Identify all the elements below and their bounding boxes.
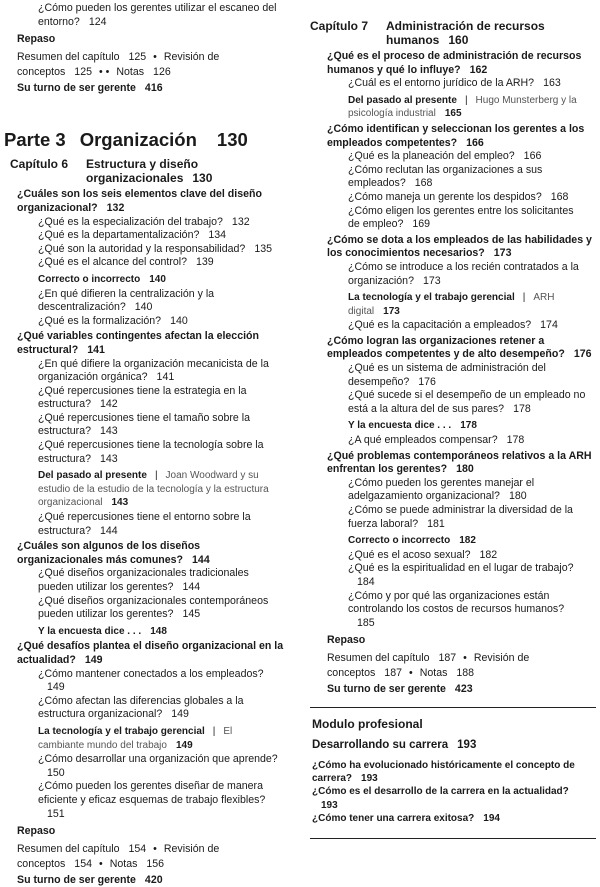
module-contents — [300, 759, 600, 826]
feature-label: Del pasado al presente — [38, 470, 147, 482]
subsection-entry-text: ¿Qué es la planeación del empleo? — [348, 150, 515, 163]
subsection-entry-page: 139 — [196, 256, 214, 269]
feature-title: El cambiante mundo del trabajo — [38, 725, 233, 751]
divider — [310, 707, 596, 708]
subsection-entry-text: ¿Qué es un sistema de administración del desempeño? — [348, 362, 546, 388]
bullet-separator: • — [153, 842, 157, 855]
subsection-entry-page: 149 — [171, 708, 189, 721]
subsection-entry-text: ¿Cómo se introduce a los recién contratados a la organización? — [348, 260, 579, 287]
feature-title: Joan Woodward y su estudio de la estudio de la tecnología y la estructura organizacional — [38, 470, 269, 509]
subsection-entry — [0, 695, 278, 722]
subsection-entry-text: ¿Qué sucede si el desempeño de un empleado no está a la altura del de sus pares? — [348, 389, 586, 415]
module-question-text: ¿Cómo es el desarrollo de la carrera en la actualidad? — [312, 786, 569, 798]
subsection-entry — [300, 150, 588, 164]
subsection-entry — [300, 389, 588, 416]
feature-page: 178 — [460, 420, 477, 432]
manager-turn-entry-text: Su turno de ser gerente — [17, 81, 136, 94]
subsection-entry — [0, 412, 278, 439]
module-question — [300, 785, 577, 812]
subsection-entry — [300, 477, 588, 504]
subsection-entry-text: ¿Qué diseños organizacionales tradicionales pueden utilizar los gerentes? — [38, 567, 249, 593]
subsection-entry-text: ¿Cómo pueden los gerentes manejar el adelgazamiento organizacional? — [348, 476, 535, 503]
manager-turn-entry — [300, 683, 600, 697]
subsection-entry — [300, 434, 588, 448]
subsection-entry-text: ¿Cómo afectan las diferencias globales a la estructura organizacional? — [38, 694, 244, 721]
subsection-entry-text: ¿Qué diseños organizacionales contemporáneos pueden utilizar los gerentes? — [38, 594, 269, 621]
subsection-entry-page: 163 — [543, 77, 561, 90]
feature-page: 148 — [150, 625, 167, 637]
subsection-entry-text: ¿Qué es la formalización? — [38, 314, 162, 327]
section-question — [300, 234, 592, 261]
section-question-page: 162 — [469, 63, 488, 76]
subsection-entry-page: 142 — [100, 398, 118, 411]
subsection-entry-text: ¿Cómo reclutan las organizaciones a sus empleados? — [348, 163, 543, 190]
section-question — [0, 188, 287, 215]
review-item-page: 187 — [384, 666, 402, 679]
subsection-entry-text: ¿Qué repercusiones tiene la tecnología sobre la estructura? — [38, 439, 264, 465]
feature-label: Correcto o incorrecto — [348, 535, 451, 547]
module-question — [300, 812, 577, 825]
feature-entry — [0, 725, 278, 752]
review-item-label: Resumen del capítulo — [17, 50, 120, 63]
review-item-page: 188 — [456, 666, 475, 679]
subsection-entry — [0, 216, 278, 230]
subsection-entry-page: 151 — [47, 807, 65, 820]
feature-page: 165 — [444, 108, 462, 120]
part-label: Parte 3 — [4, 129, 66, 151]
subsection-entry-page: 134 — [208, 229, 227, 242]
subsection-entry — [0, 753, 278, 780]
chapter-page: 130 — [192, 171, 213, 186]
subsection-entry-page: 168 — [550, 190, 569, 203]
subsection-entry-page: 144 — [182, 581, 201, 593]
section-question — [300, 50, 592, 77]
subsection-entry-page: 176 — [418, 375, 436, 388]
subsection-entry — [0, 243, 278, 257]
module-question-text: ¿Cómo ha evolucionado históricamente el concepto de carrera? — [312, 759, 575, 784]
subsection-entry-page: 181 — [427, 517, 445, 530]
section-question-page: 132 — [106, 201, 125, 214]
bullet-separator: • • — [98, 65, 110, 78]
subsection-entry-text: ¿Cómo mantener conectados a los empleados? — [38, 667, 264, 680]
section-question-text: ¿Qué desafíos plantea el diseño organizacional en la actualidad? — [17, 640, 284, 666]
section-question-text: ¿Cómo identifican y seleccionan los gerentes a los empleados competentes? — [327, 122, 585, 149]
subsection-entry-text: ¿Qué son la autoridad y la responsabilidad? — [38, 242, 246, 255]
subsection-entry — [300, 549, 588, 563]
subsection-entry-page: 168 — [414, 177, 433, 190]
section-question — [300, 123, 592, 150]
subsection-entry — [300, 319, 588, 333]
part-title: Organización — [79, 129, 197, 151]
manager-turn-entry-page: 416 — [144, 81, 163, 94]
previous-chapter-tail — [0, 0, 300, 95]
subsection-entry-text: ¿En qué difiere la organización mecanicista de la organización orgánica? — [38, 357, 269, 384]
subsection-entry-text: ¿Cómo se puede administrar la diversidad de la fuerza laboral? — [348, 504, 573, 530]
feature-label: La tecnología y el trabajo gerencial — [38, 725, 205, 737]
subsection-entry-page: 166 — [523, 150, 542, 163]
subsection-entry — [0, 288, 278, 315]
divider — [310, 838, 596, 839]
module-question-page: 194 — [483, 813, 500, 825]
review-item-label: Notas — [116, 65, 145, 78]
review-line — [300, 651, 559, 681]
chapter-heading — [0, 157, 300, 185]
part-heading — [0, 129, 300, 151]
manager-turn-entry — [0, 874, 300, 887]
section-question-page: 180 — [456, 463, 474, 476]
review-item-label: Revisión de conceptos — [327, 651, 530, 679]
subsection-entry-text: ¿En qué difieren la centralización y la descentralización? — [38, 287, 215, 314]
review-item-label: Resumen del capítulo — [327, 651, 430, 664]
bullet-separator: • — [463, 651, 467, 664]
subsection-entry-page: 145 — [182, 608, 201, 621]
subsection-entry-text: ¿Cuál es el entorno jurídico de la ARH? — [348, 77, 535, 90]
subsection-entry-page: 132 — [231, 215, 250, 228]
subsection-entry-text: ¿Qué es la espiritualidad en el lugar de trabajo? — [348, 562, 574, 575]
module-subtitle-text: Desarrollando su carrera — [312, 738, 449, 751]
subsection-entry-page: 143 — [100, 425, 118, 438]
feature-label: Correcto o incorrecto — [38, 273, 141, 285]
section-question — [300, 450, 592, 477]
subsection-entry — [0, 439, 278, 466]
subsection-entry-page: 135 — [254, 242, 272, 255]
subsection-entry-text: ¿Cómo y por qué las organizaciones están controlando los costos de recursos humanos? — [348, 589, 565, 616]
section-question-text: ¿Cómo logran las organizaciones retener a empleados competentes y de alto desempeño? — [327, 334, 565, 361]
chapter-contents — [300, 50, 600, 697]
chapter-label: Capítulo 7 — [310, 19, 369, 33]
section-question-text: ¿Cuáles son algunos de los diseños organizacionales más comunes? — [17, 540, 201, 566]
section-question-text: ¿Qué es el proceso de administración de recursos humanos y qué lo influye? — [327, 50, 582, 76]
subsection-entry-page: 184 — [357, 575, 375, 588]
module-question-page: 193 — [321, 799, 338, 811]
review-item-page: 156 — [146, 857, 165, 870]
feature-title: ARH digital — [348, 292, 555, 317]
review-item-page: 187 — [438, 651, 457, 664]
feature-entry — [300, 94, 588, 121]
subsection-entry — [0, 256, 278, 270]
feature-separator: | — [212, 725, 216, 737]
chapter-page: 160 — [448, 33, 469, 47]
module-question-page: 193 — [361, 772, 378, 784]
review-heading: Repaso — [17, 33, 56, 46]
subsection-entry-text: ¿Cómo pueden los gerentes diseñar de manera eficiente y eficaz esquemas de trabajo flexibles? — [38, 780, 266, 806]
subsection-entry — [0, 780, 278, 821]
review-item-page: 154 — [74, 857, 92, 870]
module-title: Modulo profesional — [312, 716, 423, 731]
subsection-entry-page: 140 — [134, 301, 153, 314]
part-page: 130 — [216, 129, 248, 151]
subsection-entry — [0, 385, 278, 412]
subsection-entry — [0, 229, 278, 243]
feature-page: 182 — [459, 535, 476, 547]
subsection-entry-text: ¿Qué repercusiones tiene el tamaño sobre la estructura? — [38, 411, 250, 438]
subsection-entry — [0, 668, 278, 695]
subsection-entry-page: 185 — [357, 616, 375, 629]
subsection-entry-text: ¿Qué es la capacitación a empleados? — [348, 319, 532, 332]
review-item-label: Revisión de conceptos — [17, 50, 220, 78]
subsection-entry-page: 178 — [513, 402, 531, 415]
review-item-label: Revisión de conceptos — [17, 842, 220, 870]
manager-turn-entry-text: Su turno de ser gerente — [17, 873, 136, 886]
subsection-entry — [300, 261, 588, 288]
bullet-separator: • — [408, 666, 413, 679]
subsection-entry-page: 144 — [100, 524, 118, 537]
review-item-label: Notas — [419, 666, 448, 679]
manager-turn-entry-page: 420 — [144, 873, 163, 886]
subsection-entry-page: 173 — [422, 274, 441, 287]
subsection-entry — [300, 362, 588, 389]
feature-separator: | — [522, 292, 526, 304]
feature-label: Y la encuesta dice . . . — [348, 420, 452, 432]
feature-entry — [300, 534, 588, 548]
subsection-entry — [0, 315, 278, 329]
chapter-label: Capítulo 6 — [10, 157, 69, 172]
subsection-entry-text: ¿Qué es la departamentalización? — [38, 229, 200, 242]
subsection-entry — [300, 504, 588, 531]
subsection-entry — [0, 567, 278, 594]
subsection-entry-text: ¿Cómo desarrollar una organización que aprende? — [38, 753, 278, 766]
subsection-entry-page: 182 — [479, 548, 498, 561]
subsection-entry — [0, 2, 278, 29]
subsection-entry-page: 169 — [412, 218, 431, 231]
chapter-heading — [300, 19, 600, 47]
section-question — [0, 640, 287, 667]
review-line — [0, 50, 249, 80]
review-item-page: 125 — [74, 65, 92, 78]
review-item-page: 154 — [128, 842, 147, 855]
manager-turn-entry-text: Su turno de ser gerente — [327, 682, 446, 695]
feature-title: Hugo Munsterberg y la psicología industrial — [348, 94, 577, 120]
section-question-text: ¿Cuáles son los seis elementos clave del diseño organizacional? — [17, 188, 262, 214]
feature-page: 143 — [111, 497, 129, 509]
subsection-entry-page: 180 — [508, 490, 527, 503]
subsection-entry-page: 149 — [47, 681, 65, 694]
subsection-entry-text: ¿Qué es el acoso sexual? — [348, 548, 471, 561]
subsection-entry-text: ¿Qué es la especialización del trabajo? — [38, 215, 223, 228]
subsection-entry-page: 124 — [88, 15, 107, 28]
feature-label: La tecnología y el trabajo gerencial — [348, 292, 515, 304]
section-question — [300, 335, 592, 362]
subsection-entry — [0, 358, 278, 385]
module-subtitle — [300, 739, 600, 751]
review-item-label: Resumen del capítulo — [17, 842, 120, 855]
manager-turn-entry — [0, 82, 300, 96]
review-item-label: Notas — [109, 857, 138, 870]
subsection-entry-text: ¿Cómo eligen los gerentes entre los solicitantes de empleo? — [348, 204, 574, 231]
bullet-separator: • — [153, 50, 157, 63]
section-question — [0, 540, 287, 567]
feature-entry — [0, 625, 278, 639]
module-question-text: ¿Cómo tener una carrera exitosa? — [312, 813, 475, 825]
section-question-page: 176 — [573, 348, 592, 361]
feature-page: 149 — [175, 739, 193, 751]
right-column — [300, 0, 600, 839]
subsection-entry-text: ¿Cómo maneja un gerente los despidos? — [348, 190, 542, 203]
subsection-entry-text: ¿Qué es el alcance del control? — [38, 256, 187, 269]
subsection-entry — [0, 595, 278, 622]
review-item-page: 126 — [153, 65, 171, 78]
feature-page: 173 — [383, 305, 400, 317]
feature-entry — [0, 469, 278, 510]
subsection-entry — [300, 191, 588, 205]
module-question — [300, 759, 577, 786]
feature-entry — [300, 291, 588, 318]
feature-entry — [300, 419, 588, 433]
section-question-page: 173 — [493, 247, 512, 260]
bullet-separator: • — [98, 857, 103, 870]
review-line — [0, 842, 249, 872]
subsection-entry-text: ¿A qué empleados compensar? — [348, 434, 498, 447]
subsection-entry — [300, 77, 588, 91]
subsection-entry-text: ¿Qué repercusiones tiene el entorno sobre la estructura? — [38, 511, 251, 537]
chapter-title: Administración de recursos humanos — [386, 19, 545, 47]
subsection-entry-text: ¿Cómo pueden los gerentes utilizar el escaneo del entorno? — [38, 2, 277, 28]
review-item-page: 125 — [128, 50, 147, 63]
section-question-text: ¿Qué variables contingentes afectan la elección estructural? — [17, 330, 259, 356]
subsection-entry-page: 150 — [47, 766, 65, 779]
subsection-entry-page: 178 — [506, 434, 525, 447]
feature-entry — [0, 273, 278, 287]
section-question-page: 166 — [466, 136, 484, 149]
subsection-entry — [300, 205, 588, 232]
review-heading: Repaso — [327, 634, 366, 647]
subsection-entry-page: 140 — [170, 314, 188, 327]
module-subtitle-page: 193 — [457, 738, 477, 751]
chapter-contents — [0, 188, 300, 887]
subsection-entry — [300, 562, 588, 589]
feature-separator: | — [154, 470, 158, 482]
chapter-title: Estructura y diseño organizacionales — [86, 157, 199, 186]
section-question — [0, 330, 287, 357]
manager-turn-entry-page: 423 — [454, 682, 473, 695]
section-question-text: ¿Qué problemas contemporáneos relativos a la ARH enfrentan los gerentes? — [327, 449, 592, 476]
feature-separator: | — [464, 94, 468, 106]
feature-label: Del pasado al presente — [348, 94, 457, 106]
review-heading: Repaso — [17, 825, 56, 838]
subsection-entry — [0, 511, 278, 538]
section-question-text: ¿Cómo se dota a los empleados de las habilidades y los conocimientos necesarios? — [327, 233, 592, 260]
subsection-entry-page: 143 — [100, 452, 118, 465]
feature-label: Y la encuesta dice . . . — [38, 625, 142, 637]
subsection-entry-page: 174 — [540, 319, 558, 332]
section-question-page: 149 — [84, 653, 103, 666]
subsection-entry — [300, 164, 588, 191]
feature-page: 140 — [149, 273, 166, 285]
subsection-entry-page: 141 — [156, 371, 175, 384]
subsection-entry-text: ¿Qué repercusiones tiene la estrategia en la estructura? — [38, 384, 247, 411]
section-question-page: 144 — [192, 553, 210, 566]
subsection-entry — [300, 590, 588, 631]
section-question-page: 141 — [87, 343, 105, 356]
